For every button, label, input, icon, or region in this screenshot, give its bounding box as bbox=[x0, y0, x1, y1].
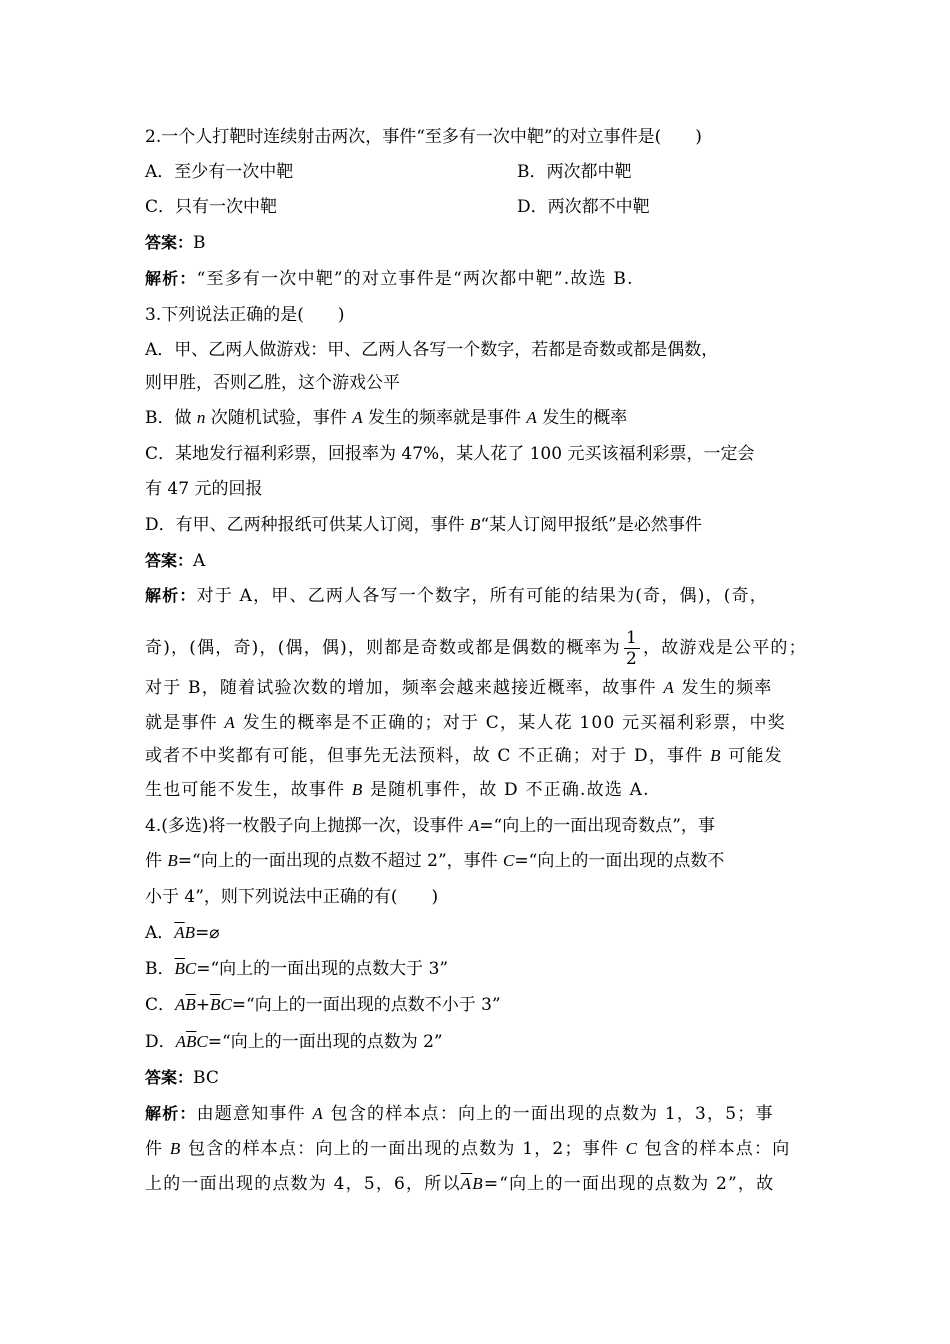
answer-value: BC bbox=[193, 1068, 219, 1088]
answer-value: B bbox=[193, 233, 206, 253]
q2-stem: 2.一个人打靶时连续射击两次，事件“至多有一次中靶”的对立事件是( ) bbox=[145, 127, 702, 147]
q3-option-c-line1: C．某地发行福利彩票，回报率为 47%，某人花了 100 元买该福利彩票，一定会 bbox=[145, 444, 755, 464]
var-b-bar: $\overline{B}$ bbox=[174, 959, 185, 978]
q3-answer bbox=[145, 550, 205, 572]
q4-option-d bbox=[145, 1031, 443, 1053]
var-c: C bbox=[184, 959, 197, 978]
var-b: B bbox=[470, 515, 481, 534]
text: 件 bbox=[145, 851, 168, 871]
text: 可能发 bbox=[721, 746, 783, 766]
q3-analysis-line2 bbox=[145, 628, 807, 669]
q3-option-a-line2: 则甲胜，否则乙胜，这个游戏公平 bbox=[145, 373, 400, 393]
text: 发生的频率 bbox=[674, 678, 773, 698]
var-a-bar: $\overline{A}$ bbox=[460, 1174, 473, 1193]
text: =“向上的一面出现的点数不超过 2”，事件 bbox=[177, 851, 504, 871]
text: C． bbox=[145, 995, 176, 1015]
text: 对于 A，甲、乙两人各写一个数字，所有可能的结果为(奇，偶)，(奇， bbox=[196, 586, 768, 606]
text: 对于 B，随着试验次数的增加，频率会越来越接近概率，故事件 bbox=[145, 678, 664, 698]
text: =“向上的一面出现的点数不 bbox=[514, 851, 725, 871]
var-c: C bbox=[220, 995, 232, 1014]
text: “某人订阅甲报纸”是必然事件 bbox=[480, 515, 702, 535]
q3-option-d bbox=[145, 514, 702, 536]
var-c: C bbox=[196, 1032, 208, 1051]
var-a: A bbox=[312, 1104, 325, 1123]
var-a-bar: $\overline{A}$ bbox=[174, 923, 185, 942]
q4-stem-line2 bbox=[145, 850, 724, 872]
var-a: A bbox=[352, 408, 363, 427]
var-a: A bbox=[224, 713, 236, 732]
answer-label: 答案： bbox=[145, 551, 194, 570]
q4-stem-line3: 小于 4”，则下列说法中正确的有( ) bbox=[145, 887, 439, 907]
q3-option-b bbox=[145, 407, 627, 429]
fraction-one-half bbox=[624, 628, 640, 669]
text: 由题意知事件 bbox=[196, 1104, 313, 1124]
q2-option-a: A．至少有一次中靶 bbox=[145, 162, 294, 182]
text: + bbox=[195, 995, 211, 1015]
q4-analysis-line3 bbox=[145, 1173, 774, 1195]
analysis-label: 解析： bbox=[145, 1104, 197, 1123]
q4-option-b bbox=[145, 958, 448, 980]
text: D．有甲、乙两种报纸可供某人订阅，事件 bbox=[145, 515, 471, 535]
text: 或者不中奖都有可能，但事先无法预料，故 C 不正确；对于 D，事件 bbox=[145, 746, 711, 766]
q2-analysis bbox=[145, 268, 634, 290]
denominator: 2 bbox=[625, 649, 638, 669]
var-a: A bbox=[175, 995, 186, 1014]
text: 生也可能不发生，故事件 bbox=[145, 780, 352, 800]
text: =“向上的一面出现的点数大于 3” bbox=[196, 959, 449, 979]
var-b: B bbox=[710, 746, 722, 765]
text: =“向上的一面出现的点数为 2”，故 bbox=[483, 1174, 775, 1194]
var-a: A bbox=[175, 1032, 187, 1051]
text: 奇)，(偶，奇)，(偶，偶)，则都是奇数或都是偶数的概率为 bbox=[145, 638, 621, 658]
answer-value: A bbox=[193, 551, 206, 571]
text: B． bbox=[145, 959, 175, 979]
var-b: B bbox=[351, 780, 364, 799]
q4-option-a bbox=[145, 922, 220, 944]
var-c: C bbox=[625, 1139, 639, 1158]
text: 就是事件 bbox=[145, 713, 225, 733]
q3-option-c-line2: 有 47 元的回报 bbox=[145, 479, 263, 499]
answer-label: 答案： bbox=[145, 1068, 194, 1087]
answer-label: 答案： bbox=[145, 233, 194, 252]
q3-analysis-line1 bbox=[145, 585, 768, 607]
text: 件 bbox=[145, 1139, 170, 1159]
q4-analysis-line2 bbox=[145, 1138, 790, 1160]
analysis-text: “至多有一次中靶”的对立事件是“两次都中靶”.故选 B. bbox=[196, 269, 634, 289]
text: 4.(多选)将一枚骰子向上抛掷一次，设事件 bbox=[145, 816, 469, 836]
text: 发生的概率 bbox=[536, 408, 628, 428]
q4-option-c bbox=[145, 994, 501, 1016]
q3-option-a-line1: A．甲、乙两人做游戏：甲、乙两人各写一个数字，若都是奇数或都是偶数， bbox=[145, 340, 719, 360]
text: 上的一面出现的点数为 4，5，6，所以 bbox=[145, 1174, 461, 1194]
q2-option-d: D．两次都不中靶 bbox=[517, 197, 650, 217]
text: 是随机事件，故 D 不正确.故选 A. bbox=[363, 780, 650, 800]
q3-stem: 3.下列说法正确的是( ) bbox=[145, 305, 345, 325]
var-a: A bbox=[468, 816, 480, 835]
text: 发生的频率就是事件 bbox=[362, 408, 527, 428]
q3-analysis-line3 bbox=[145, 677, 773, 699]
text: B．做 bbox=[145, 408, 197, 428]
text: 包含的样本点：向上的一面出现的点数为 1，2；事件 bbox=[181, 1139, 626, 1159]
var-a: A bbox=[663, 678, 675, 697]
text: =“向上的一面出现的点数不小于 3” bbox=[231, 995, 501, 1015]
var-b: B bbox=[169, 1139, 182, 1158]
text: =“向上的一面出现奇数点”，事 bbox=[479, 816, 715, 836]
text: 包含的样本点：向 bbox=[638, 1139, 791, 1159]
q3-analysis-line5 bbox=[145, 745, 783, 767]
q2-answer bbox=[145, 232, 206, 254]
q4-analysis-line1 bbox=[145, 1103, 774, 1125]
var-b: B bbox=[184, 923, 196, 942]
var-c: C bbox=[503, 851, 515, 870]
analysis-label: 解析： bbox=[145, 269, 197, 288]
analysis-label: 解析： bbox=[145, 586, 197, 605]
var-n: n bbox=[196, 408, 206, 427]
numerator: 1 bbox=[625, 628, 638, 648]
text: A． bbox=[145, 923, 175, 943]
var-b-bar: $\overline{B}$ bbox=[185, 995, 196, 1014]
q3-analysis-line6 bbox=[145, 779, 650, 801]
q3-analysis-line4 bbox=[145, 712, 786, 734]
var-b: B bbox=[472, 1174, 484, 1193]
text: 发生的概率是不正确的；对于 C，某人花 100 元买福利彩票，中奖 bbox=[236, 713, 786, 733]
var-b-bar: $\overline{B}$ bbox=[210, 995, 221, 1014]
text: 次随机试验，事件 bbox=[205, 408, 353, 428]
text: 包含的样本点：向上的一面出现的点数为 1，3，5；事 bbox=[324, 1104, 774, 1124]
text: =“向上的一面出现的点数为 2” bbox=[207, 1032, 443, 1052]
q4-answer bbox=[145, 1067, 219, 1089]
text: D． bbox=[145, 1032, 176, 1052]
text: =⌀ bbox=[195, 923, 220, 943]
q2-option-c: C．只有一次中靶 bbox=[145, 197, 278, 217]
q4-stem-line1 bbox=[145, 815, 715, 837]
var-b-bar: $\overline{B}$ bbox=[186, 1032, 197, 1051]
var-b: B bbox=[167, 851, 178, 870]
q2-option-b: B．两次都中靶 bbox=[517, 162, 632, 182]
text: ，故游戏是公平的； bbox=[643, 638, 807, 658]
var-a: A bbox=[526, 408, 537, 427]
